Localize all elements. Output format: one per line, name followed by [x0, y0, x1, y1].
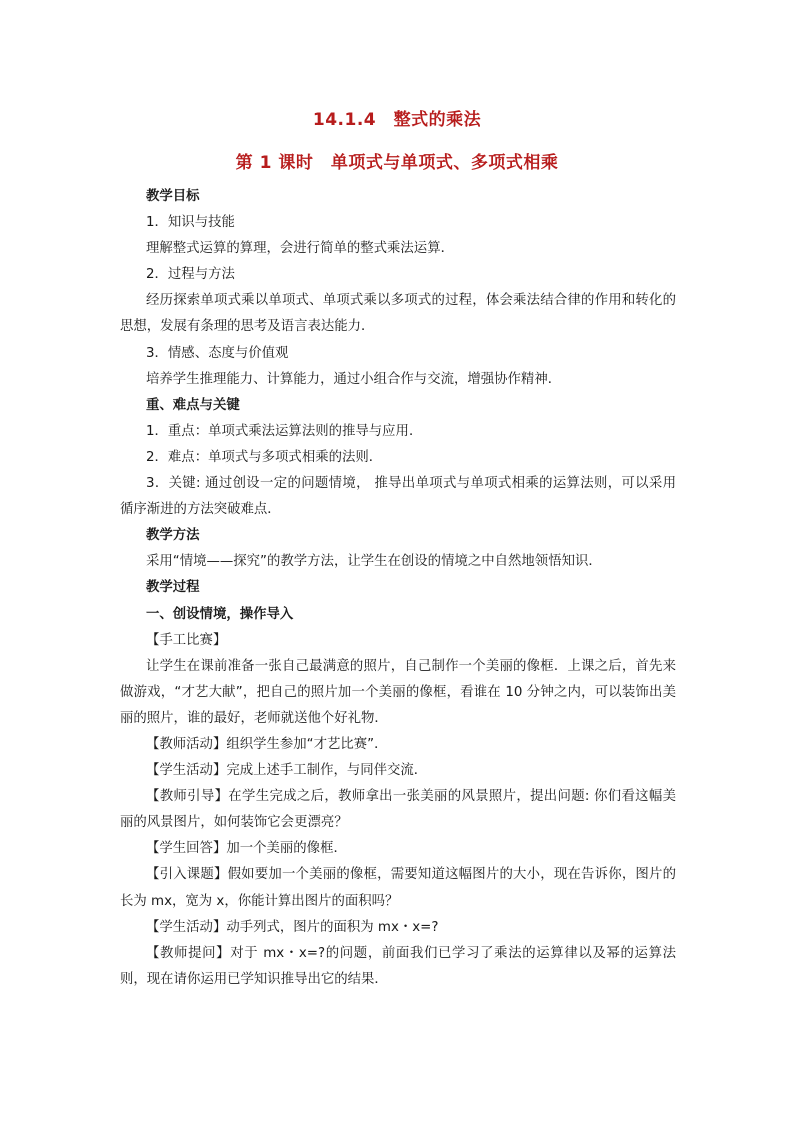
heading-section-one: 一、创设情境，操作导入	[146, 606, 294, 622]
paragraph: 培养学生推理能力、计算能力，通过小组合作与交流，增强协作精神．	[146, 371, 562, 387]
paragraph: 2．过程与方法	[146, 267, 235, 283]
heading-teaching-goals: 教学目标	[146, 189, 200, 204]
paragraph: 采用“情境——探究”的教学方法，让学生在创设的情境之中自然地领悟知识．	[146, 554, 602, 570]
lesson-body	[120, 184, 676, 993]
paragraph: 【教师活动】组织学生参加“才艺比赛”．	[146, 736, 388, 752]
paragraph: 让学生在课前准备一张自己最满意的照片，自己制作一个美丽的像框．上课之后，首先来做游戏，“才艺大献”，把自己的照片加一个美丽的像框，看谁在 10 分钟之内，可以装饰出美丽的照片，谁的最好，老师就送他个好礼物．	[120, 658, 676, 726]
paragraph: 3．情感、态度与价值观	[146, 345, 289, 361]
paragraph: 【教师引导】在学生完成之后，教师拿出一张美丽的风景照片，提出问题: 你们看这幅美丽的风景图片，如何装饰它会更漂亮？	[120, 789, 676, 831]
lesson-title: 14.1.4 整式的乘法	[312, 110, 482, 130]
paragraph: 【手工比赛】	[146, 632, 227, 648]
paragraph: 2．难点：单项式与多项式相乘的法则．	[146, 449, 383, 465]
paragraph: 1．知识与技能	[146, 215, 235, 231]
lesson-subtitle: 第 1 课时 单项式与单项式、多项式相乘	[235, 153, 559, 173]
paragraph: 3．关键: 通过创设一定的问题情境， 推导出单项式与单项式相乘的运算法则，可以采用循序渐进的方法突破难点．	[120, 476, 676, 518]
paragraph: 【教师提问】对于 mx・x=?的问题，前面我们已学习了乘法的运算律以及幂的运算法则，现在请你运用已学知识推导出它的结果．	[120, 945, 676, 987]
paragraph: 【学生活动】动手列式，图片的面积为 mx・x=?	[146, 919, 439, 935]
heading-key-points: 重、难点与关键	[146, 397, 240, 413]
paragraph: 【学生活动】完成上述手工制作，与同伴交流．	[146, 763, 428, 779]
paragraph: 1．重点：单项式乘法运算法则的推导与应用．	[146, 423, 423, 439]
paragraph: 【学生回答】加一个美丽的像框．	[146, 841, 347, 857]
heading-teaching-method: 教学方法	[146, 528, 200, 544]
heading-teaching-process: 教学过程	[146, 580, 200, 596]
paragraph: 理解整式运算的算理，会进行简单的整式乘法运算．	[146, 241, 454, 257]
paragraph: 经历探索单项式乘以单项式、单项式乘以多项式的过程，体会乘法结合律的作用和转化的思想，发展有条理的思考及语言表达能力．	[120, 293, 676, 335]
paragraph: 【引入课题】假如要加一个美丽的像框，需要知道这幅图片的大小，现在告诉你，图片的长为 mx，宽为 x，你能计算出图片的面积吗？	[120, 867, 676, 909]
